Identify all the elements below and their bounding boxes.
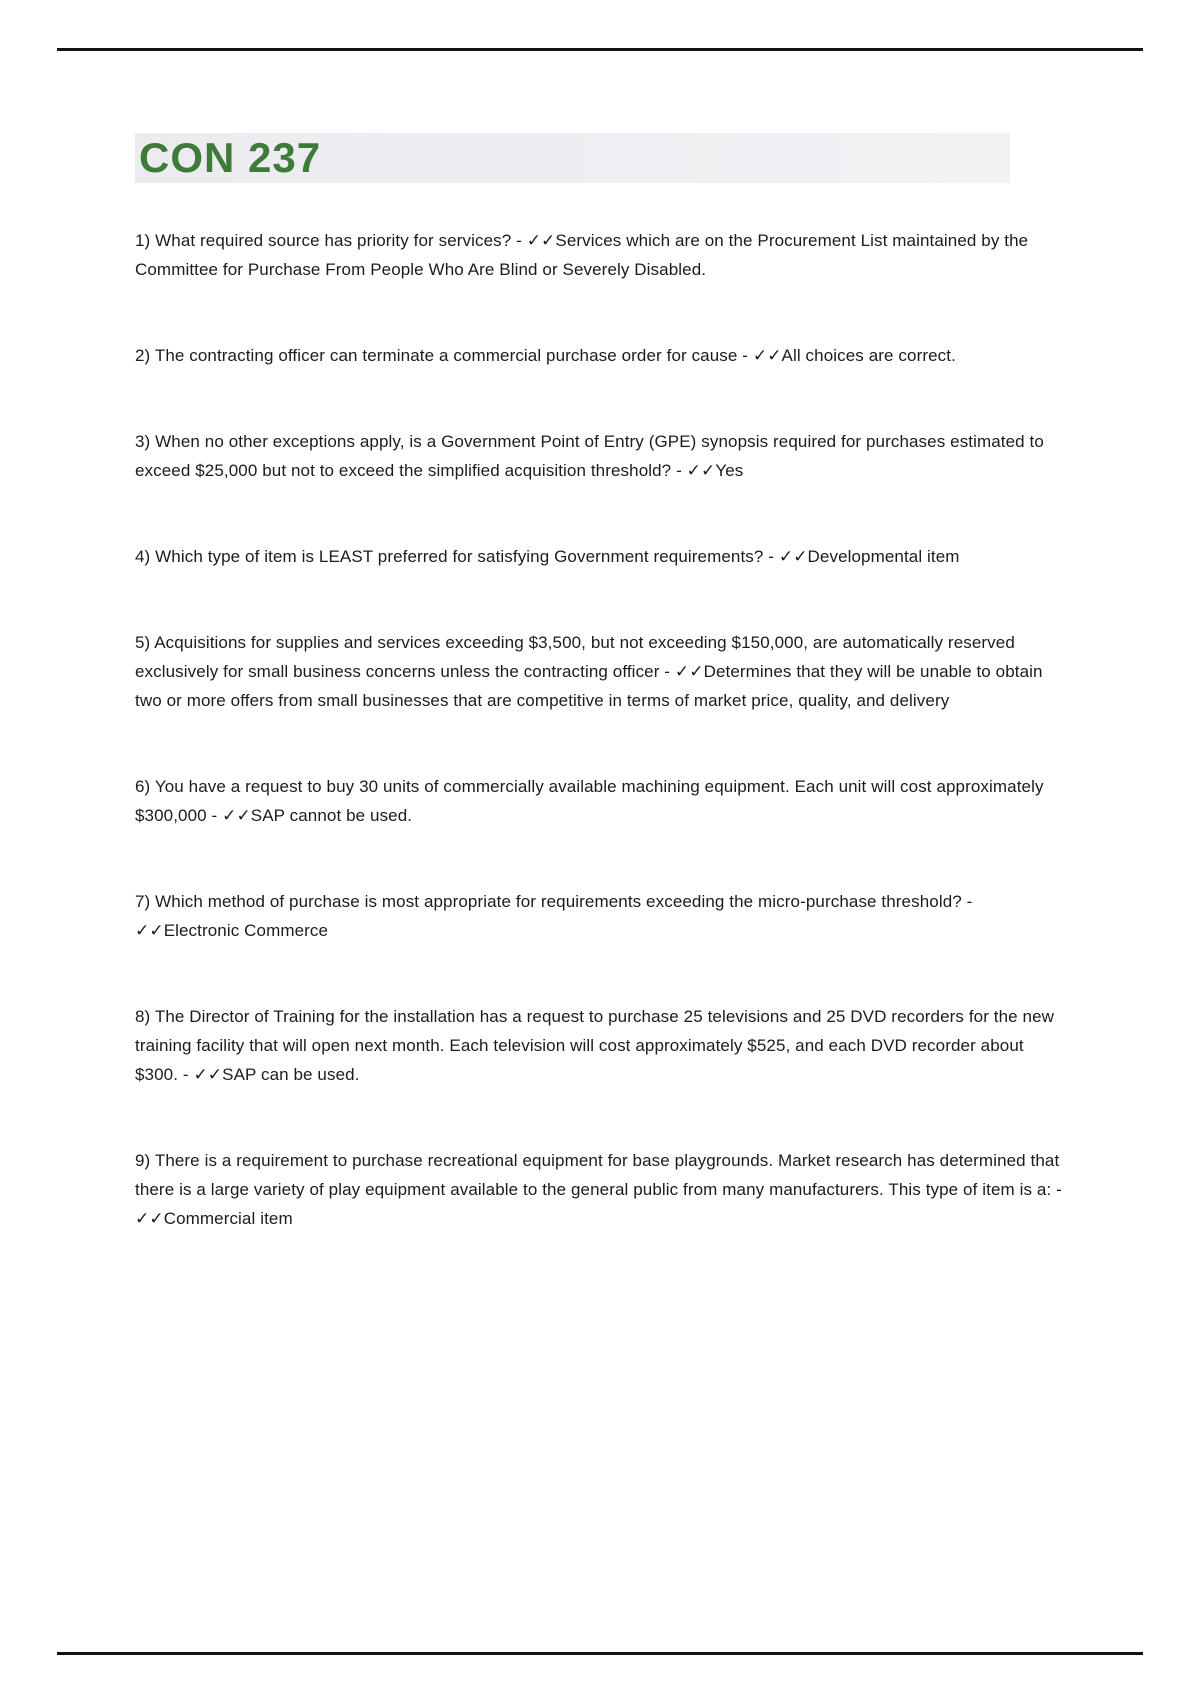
question-item: 8) The Director of Training for the installation has a request to purchase 25 televisions and 25 DVD recorders for the new training facility that will open next month. Each television will cost approximately $525, and each DVD recorder about $300. - ✓✓SAP can be used. [135, 1007, 1055, 1084]
question-item: 9) There is a requirement to purchase recreational equipment for base playgrounds. Market research has determined that there is a large variety of play equipment available to the general public from many manufacturers. This type of item is a: - ✓✓Commercial item [135, 1151, 1062, 1228]
questions-list [135, 226, 1067, 1290]
question-item: 3) When no other exceptions apply, is a Government Point of Entry (GPE) synopsis required for purchases estimated to exceed $25,000 but not to exceed the simplified acquisition threshold? - ✓✓Yes [135, 432, 1044, 480]
question-item: 4) Which type of item is LEAST preferred for satisfying Government requirements? - ✓✓Developmental item [135, 547, 960, 566]
page-title: CON 237 [139, 134, 322, 181]
title-bar [135, 133, 1010, 183]
top-divider [57, 48, 1143, 51]
question-item: 2) The contracting officer can terminate a commercial purchase order for cause - ✓✓All choices are correct. [135, 346, 956, 365]
question-item: 7) Which method of purchase is most appropriate for requirements exceeding the micro-purchase threshold? - ✓✓Electronic Commerce [135, 892, 973, 940]
question-item: 6) You have a request to buy 30 units of commercially available machining equipment. Each unit will cost approximately $300,000 - ✓✓SAP cannot be used. [135, 777, 1044, 825]
bottom-divider [57, 1652, 1143, 1655]
question-item: 5) Acquisitions for supplies and services exceeding $3,500, but not exceeding $150,000, are automatically reserved exclusively for small business concerns unless the contracting officer - ✓✓Determines that they will be unable to obtain two or more offers from small businesses that are competitive in terms of market price, quality, and delivery [135, 633, 1043, 710]
question-item: 1) What required source has priority for services? - ✓✓Services which are on the Procurement List maintained by the Committee for Purchase From People Who Are Blind or Severely Disabled. [135, 231, 1029, 279]
